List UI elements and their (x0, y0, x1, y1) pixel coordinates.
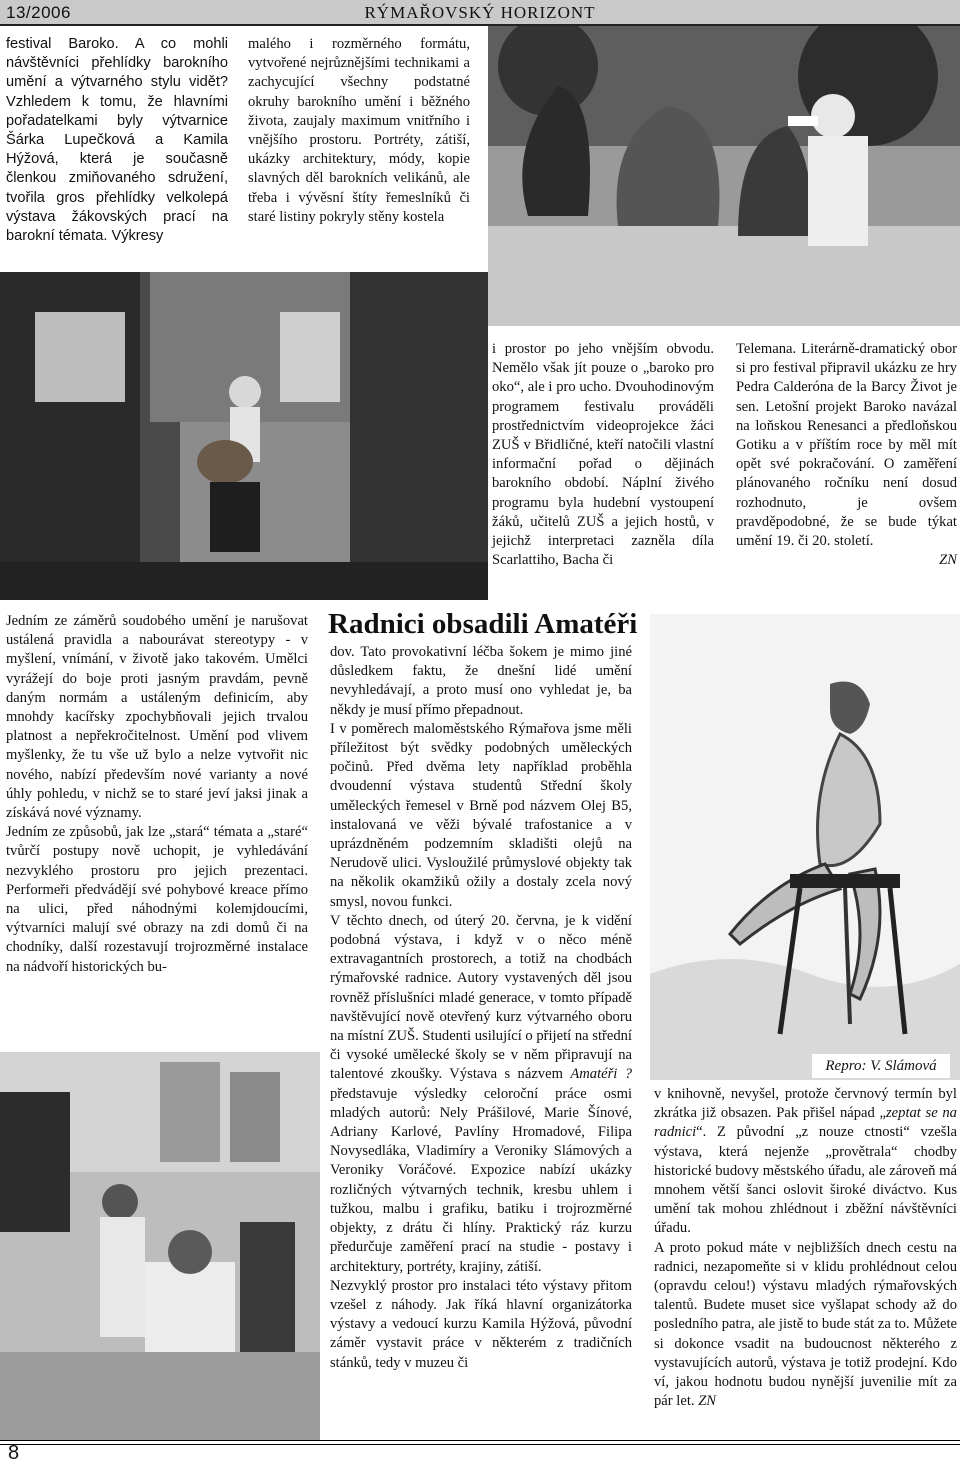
paragraph: I v poměrech maloměstského Rýmařova jsme měli příležitost být svědky podobných uměleckých počinů. Před dvěma lety například proběhla dvoudenní výstava studentů Střední školy uměleckých řemesel v Brně pod názvem Olej B5, instalovaná ve věži bývalé trafostanice a v uprázdněném podzemním skladišti olejů na Nerudově ulici. Vysloužilé průmyslové objekty tak na několik okamžiků ožily a dostaly zcela nový smysl, novou funkci. (330, 720, 632, 910)
magazine-title: RÝMAŘOVSKÝ HORIZONT (364, 3, 596, 22)
right-article-body (654, 1085, 957, 1411)
center-article-body (330, 643, 632, 1373)
column-3-mid (492, 340, 714, 570)
paragraph: Nezvyklý prostor pro instalaci této výstavy přitom vzešel z náhody. Jak říká hlavní organizátorka výstavy a vedoucí kurzu Kamila Hýžová, původní záměr vystavit práce v některém z tradičních stánků, tedy v muzeu či (330, 1277, 632, 1371)
column-1-top (6, 35, 228, 246)
signature: ZN (939, 552, 957, 569)
issue-number: 13/2006 (6, 3, 71, 22)
page-header (0, 0, 960, 26)
column-4-mid (736, 340, 957, 570)
image-caption: Repro: V. Slámová (812, 1054, 950, 1078)
paragraph: malého i rozměrného formátu, vytvořené nejrůznějšími technikami a zachycující všechny podstatné okruhy barokního umění i běžného života, zaujaly maximum vnitřního i vnějšího prostoru. Portréty, zátiší, ukázky architektury, módy, kopie slavných děl barokních velikánů, ale třeba i vývěsní štíty řemeslníků či staré listiny pokryly stěny kostela (248, 36, 470, 225)
column-2-top (248, 35, 470, 227)
paragraph: A proto pokud máte v nejbližších dnech cestu na radnici, nezapomeňte si v klidu prohlédnout celou (opravdu celou!) výstavu mladých rýmařovských talentů. Budete muset sice vyšlapat schody až do posledního patra, ale jistě to bude stát za to. Můžete si dokonce vsadit na budoucnost některého z vystavujících autorů, výstava je totiž prodejní. Kdo ví, jakou hodnotu budou nynější juvenilie mít za pár let. ZN (654, 1239, 957, 1410)
artwork-seated-figure (650, 614, 960, 1080)
photo-guitarist-church (0, 272, 488, 600)
footer-rule (0, 1444, 960, 1445)
paragraph: dov. Tato provokativní léčba šokem je mimo jiné důsledkem faktu, že dnešní lidé umění nevyhledávají, a proto musí ono vyhledat je, ba někdy je musí přímo přepadnout. (330, 644, 632, 718)
paragraph: festival Baroko. A co mohli návštěvníci přehlídky barokního umění a výtvarného stylu vidět? Vzhledem k tomu, že hlavními pořadatelkami byly výtvarnice Šárka Lupečková a Kamila Hýžová, která je současně členkou zmiňovaného sdružení, tvořila gros přehlídky velkolepá výstava žákovských prací na barokní témata. Výkresy (6, 36, 228, 245)
paragraph: i prostor po jeho vnějším obvodu. Nemělo však jít pouze o „baroko pro oko“, ale i pro ucho. Dvouhodinovým programem festivalu prováděli prostřednictvím videoprojekce žáci ZUŠ v Břidličné, kteří natočili vlastní informační pořad o dějinách barokního období. Náplní živého programu byla hudební vystoupení žáků, učitelů ZUŠ a jejich hostů, v jejichž interpretaci zazněla díla Scarlattiho, Bacha či (492, 341, 714, 569)
photo-outdoor-paintings (488, 26, 960, 326)
paragraph: v knihovně, nevyšel, protože červnový termín byl zkrátka již obsazen. Pak přišel nápad „zeptat se na radnici“. Z původní „z nouze ctnosti“ vzešla výstava, která nejenže „provětrala“ chodby historické budovy městského úřadu, ale zároveň má mnohem větší šanci oslovit široké diváctvo. Kus umění tak mohou zhlédnout i zběžní návštěvníci úřadu. (654, 1086, 957, 1237)
article-headline: Radnici obsadili Amatéři (328, 608, 638, 640)
footer-rule (0, 1440, 960, 1441)
paragraph: V těchto dnech, od úterý 20. června, je k vidění podobná výstava, i když v o něco méně extravagantních prostorech, a totiž na chodbách rýmařovské radnice. Autory vystavených děl jsou rovněž příslušníci mladé generace, v tomto případě navštěvující nově otevřený kurz výtvarného oboru na místní ZUŠ. Studenti usilující o přijetí na střední či vysoké umělecké školy se v něm připravují na talentové zkoušky. Výstava s názvem Amatéři ? představuje výsledky celoroční práce osmi mladých autorů: Nely Prášilové, Marie Šínové, Adriany Karlové, Pavlíny Hromadové, Filipa Novysedláka, Vladimíry a Veroniky Slámových a Veroniky Voráčové. Expozice nabízí ukázky rozličných výtvarných technik, kresbu uhlem i tužkou, malbu i grafiku, batiku i trojrozměrné objekty, z drátu či hlíny. Praktický ráz kurzu předurčuje zaměření prací na studie - postavy i architektury, portréty, krajiny, zátiší. (330, 912, 632, 1275)
photo-exhibition-visitors (0, 1052, 320, 1440)
left-article-body (6, 612, 308, 977)
paragraph: Jedním ze záměrů soudobého umění je narušovat ustálená pravidla a nabourávat stereotypy - v myšlení, vnímání, v životě jako takovém. Umělci vyrážejí do boje proti jasným pravdám, pevně daným normám a ustáleným definicím, aby mnohdy kacířsky zpochybňovali jejich trvalou platnost a nepřekročitelnost. Umění pod vlivem myšlenky, že tu vše už bylo a nelze vytvořit nic nového, nabízí především nové varianty a nové úhly pohledu, v nichž se to staré jeví jaksi jinak a získává nové významy. (6, 613, 308, 822)
page-number: 8 (8, 1442, 20, 1464)
paragraph: Telemana. Literárně-dramatický obor si pro festival připravil ukázku ze hry Pedra Calderóna de la Barcy Život je sen. Letošní projekt Baroko navázal na loňskou Renesanci a předloňskou Gotiku a v příštím roce by měl mít opět své pokračování. O zaměření plánovaného ročníku není dosud rozhodnuto, je ovšem pravděpodobné, že se bude týkat umění 19. či 20. století. (736, 341, 957, 550)
paragraph: Jedním ze způsobů, jak lze „stará“ témata a „staré“ tvůrčí postupy nově uchopit, je vyhledávání nezvyklého prostoru pro jejich prezentaci. Performeři předvádějí své pohybové kreace přímo na ulici, před náhodnými kolemjdoucími, výtvarníci malují své obrazy na zdi domů či na chodníky, další rozestavují trojrozměrné instalace na nádvoří historických bu- (6, 824, 308, 975)
signature: ZN (698, 1393, 717, 1410)
